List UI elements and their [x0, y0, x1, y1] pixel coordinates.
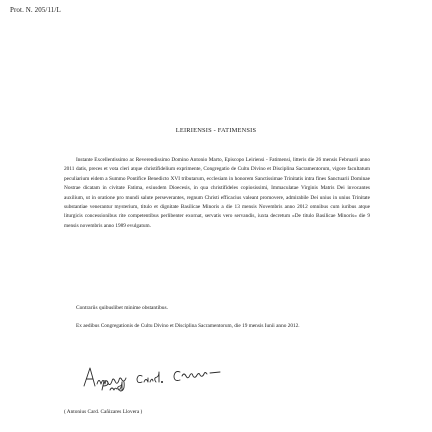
handwritten-signature: [80, 360, 230, 394]
decree-body: [64, 156, 370, 231]
signer-name: ( Antonius Card. Cañizares Llovera ): [64, 409, 143, 415]
protocol-number: Prot. N. 205/11/L: [10, 6, 61, 14]
decree-paragraph: Instante Excellentissimo ac Reverendissimo Domino Antonio Marto, Episcopo Leiriensi - Fatimensi, litteris die 26 mensis Februarii anno 2011 datis, preces et vota cleri atque christifidelium exprimente, Congregatio de Cultu Divino et Disciplina Sacramentorum, vigore facultatum peculiarium eidem a Summo Pontifice Benedicto XVI tributarum, ecclesiam in honorem Sanctissimae Trinitatis intra fines Sanctuarii Dominae Nostrae dicatam in civitate Fatima, exiusdem Dioecesis, in qua christifideles copiosissimi, Immaculatae Virginis Matris Dei invocantes auxilium, ut in oratione pro mundi salute perseverantes, regnum Christi efficacius valeant promovere, admirabile Dei unius in unius Trinitate substantiae venerantur mysterium, titulo et dignitate Basilicae Minoris a die 13 mensis Novembris anno 2012 omnibus cum iuribus atque liturgicis concessionibus rite competentibus perlibenter exornat, servatis vero servandis, iuxta decretum «De titulo Basilicae Minoris» die 9 mensis novembris anno 1989 evulgatum.: [64, 157, 370, 229]
contrariis-clause: Contrariis quibuslibet minime obstantibus.: [76, 305, 168, 311]
date-clause: Ex aedibus Congregationis de Cultu Divino et Disciplina Sacramentorum, die 19 mensis Iunii anno 2012.: [76, 323, 300, 329]
document-heading: LEIRIENSIS - FATIMENSIS: [175, 127, 257, 134]
